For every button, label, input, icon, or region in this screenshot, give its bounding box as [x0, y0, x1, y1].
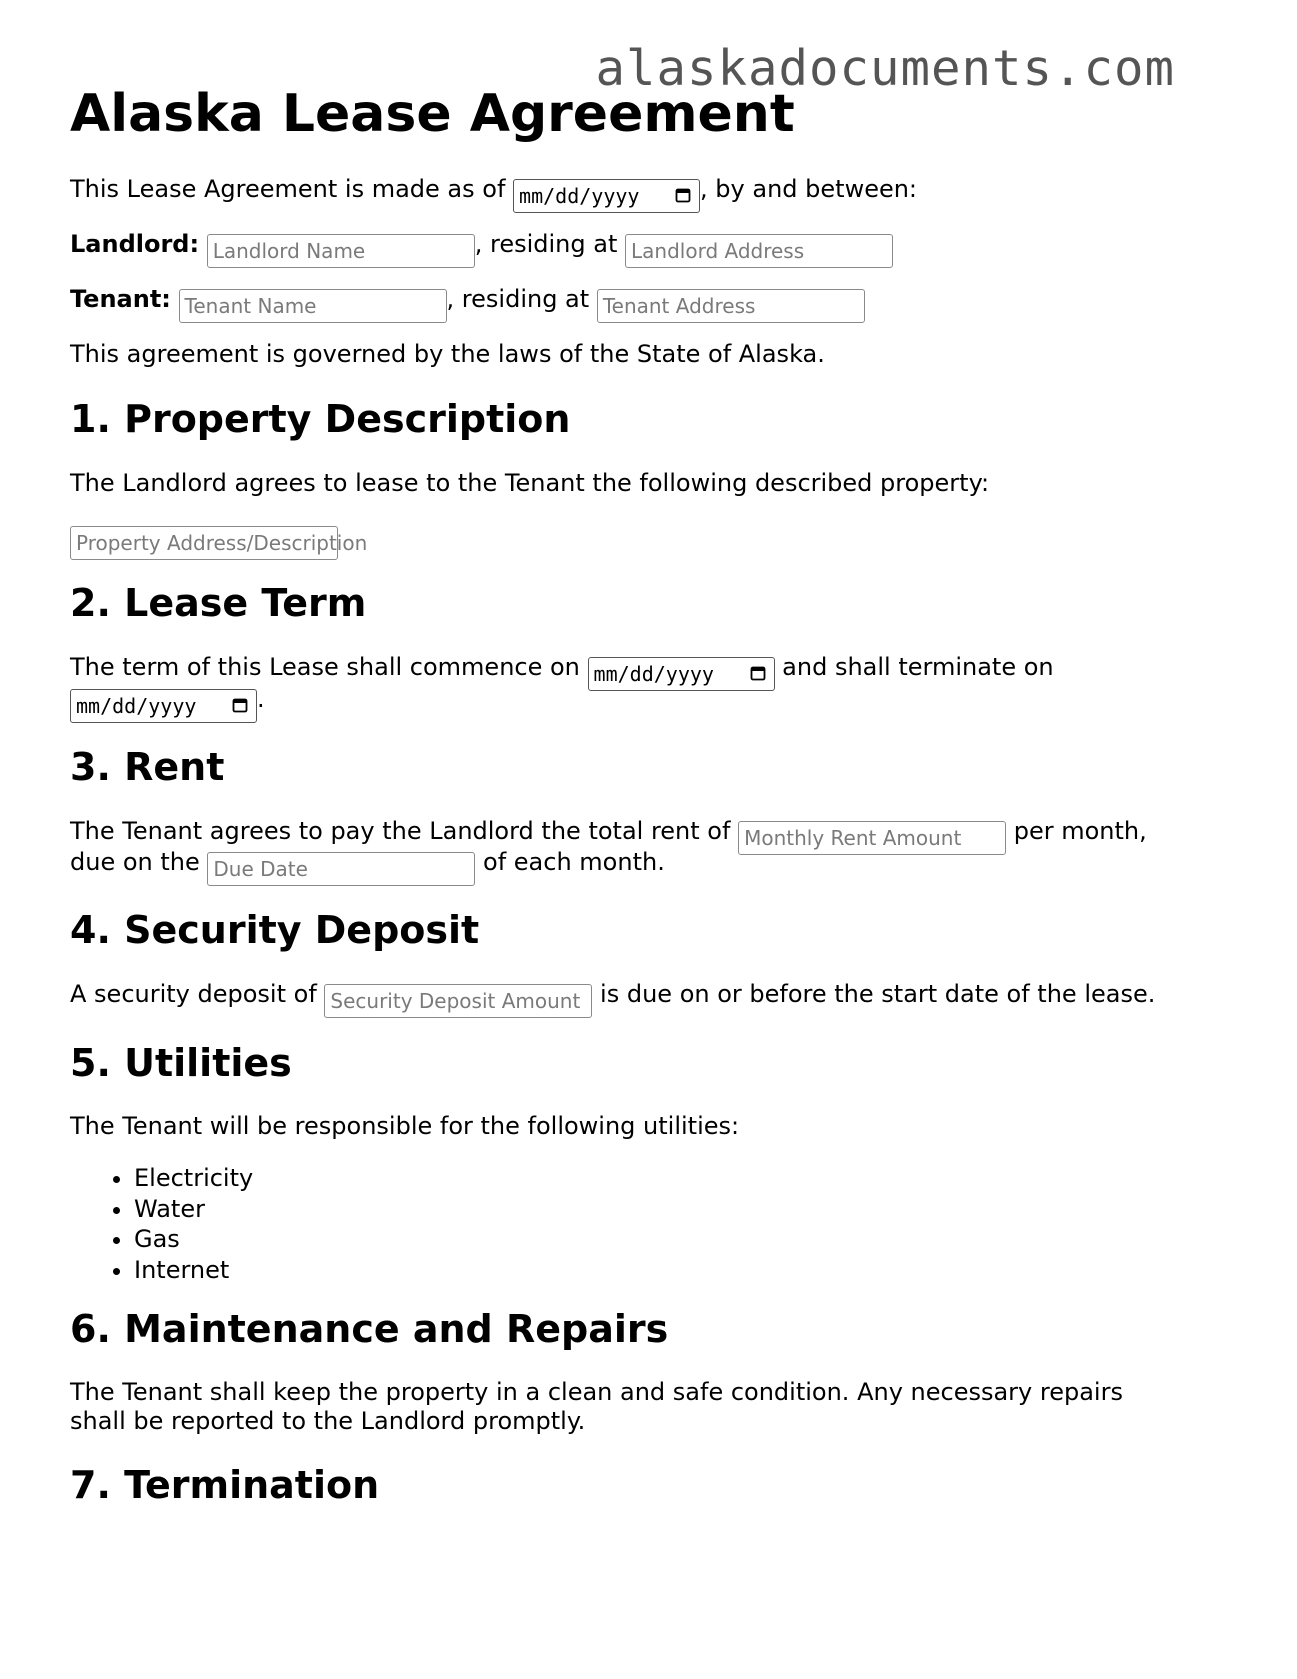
site-watermark: alaskadocuments.com [595, 40, 1175, 97]
maintenance-line-1: The Tenant shall keep the property in a clean and safe condition. Any necessary repairs [70, 1378, 1123, 1406]
date-placeholder: mm/dd/yyyy [593, 662, 714, 686]
section-7-heading: 7. Termination [70, 1463, 380, 1507]
rent-per-month: per month, [1013, 817, 1147, 845]
term-line-2 [70, 683, 265, 723]
list-item: • Gas [134, 1224, 253, 1255]
date-placeholder: mm/dd/yyyy [76, 694, 197, 718]
section-1-heading: 1. Property Description [70, 397, 571, 441]
tenant-label: Tenant: [70, 285, 171, 313]
deposit-prefix: A security deposit of [70, 980, 317, 1008]
calendar-icon[interactable] [675, 187, 691, 203]
tenant-line [70, 283, 865, 323]
deposit-line [70, 978, 1155, 1018]
list-item: • Water [134, 1194, 253, 1225]
agreement-date-input[interactable] [513, 179, 700, 213]
utilities-list [70, 1163, 253, 1285]
due-date-input[interactable]: Due Date [207, 852, 475, 886]
calendar-icon[interactable] [750, 665, 766, 681]
calendar-icon[interactable] [232, 697, 248, 713]
intro-suffix: , by and between: [700, 175, 918, 203]
monthly-rent-input[interactable]: Monthly Rent Amount [738, 821, 1006, 855]
landlord-residing-text: , residing at [474, 230, 618, 258]
lease-start-date-input[interactable] [588, 657, 775, 691]
landlord-label: Landlord: [70, 230, 200, 258]
tenant-address-input[interactable]: Tenant Address [597, 289, 865, 323]
landlord-line [70, 228, 893, 268]
term-suffix: . [257, 685, 265, 713]
rent-due-prefix: due on the [70, 848, 200, 876]
section-5-heading: 5. Utilities [70, 1041, 292, 1085]
rent-prefix: The Tenant agrees to pay the Landlord the total rent of [70, 817, 731, 845]
term-middle: and shall terminate on [782, 653, 1054, 681]
section-2-heading: 2. Lease Term [70, 581, 367, 625]
section-3-heading: 3. Rent [70, 745, 225, 789]
maintenance-line-2: shall be reported to the Landlord promptly. [70, 1407, 586, 1435]
tenant-residing-text: , residing at [446, 285, 590, 313]
term-prefix: The term of this Lease shall commence on [70, 653, 580, 681]
property-description-input[interactable]: Property Address/Description [70, 526, 338, 560]
governing-law-text: This agreement is governed by the laws of the State of Alaska. [70, 340, 825, 368]
intro-line [70, 173, 917, 213]
lease-end-date-input[interactable] [70, 689, 257, 723]
list-item: • Internet [134, 1255, 253, 1286]
page-title: Alaska Lease Agreement [70, 84, 795, 144]
date-placeholder: mm/dd/yyyy [519, 184, 640, 208]
security-deposit-input[interactable]: Security Deposit Amount [324, 984, 592, 1018]
utilities-text: The Tenant will be responsible for the following utilities: [70, 1112, 740, 1140]
rent-line-2 [70, 846, 665, 886]
section-6-heading: 6. Maintenance and Repairs [70, 1307, 669, 1351]
intro-prefix: This Lease Agreement is made as of [70, 175, 506, 203]
landlord-name-input[interactable]: Landlord Name [207, 234, 475, 268]
landlord-address-input[interactable]: Landlord Address [625, 234, 893, 268]
list-item: • Electricity [134, 1163, 253, 1194]
tenant-name-input[interactable]: Tenant Name [179, 289, 447, 323]
section-4-heading: 4. Security Deposit [70, 908, 480, 952]
property-text: The Landlord agrees to lease to the Tenant the following described property: [70, 469, 990, 497]
deposit-suffix: is due on or before the start date of the lease. [600, 980, 1156, 1008]
property-field-line [70, 520, 368, 560]
rent-due-suffix: of each month. [483, 848, 665, 876]
